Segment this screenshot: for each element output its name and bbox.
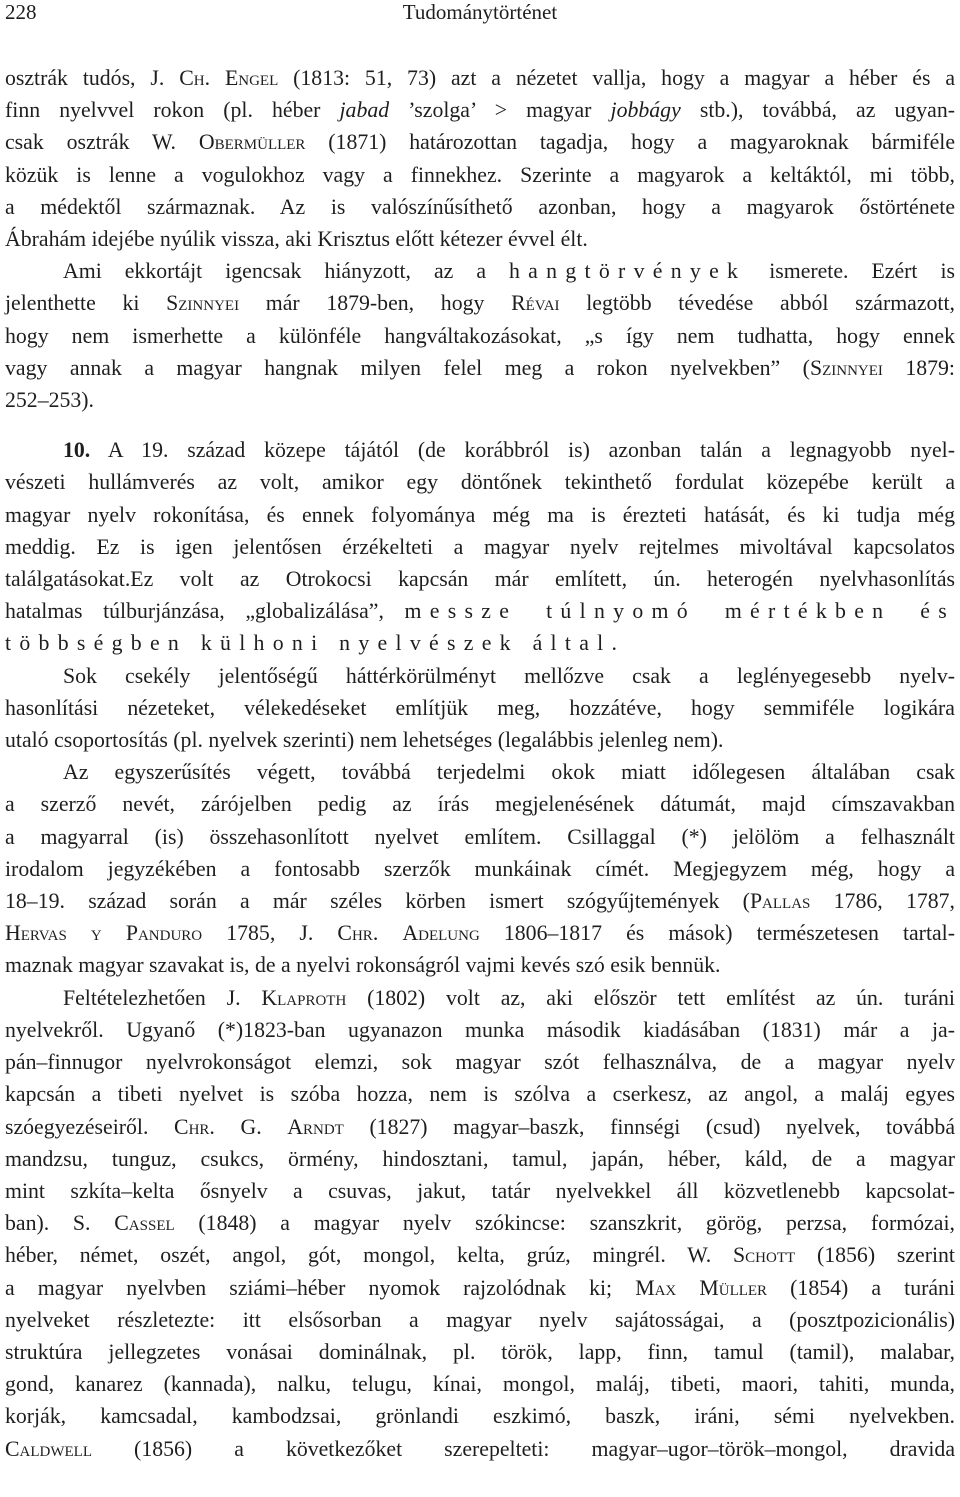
text-line (5, 660, 955, 692)
text-line (5, 1014, 955, 1046)
text-run: jobbágy (610, 98, 681, 123)
text-run: 1806–1817 és mások) természetesen tartal- (479, 921, 955, 946)
text-run: héber, német, oszét, angol, gót, mongol, kelta, grúz, mingrél. W. (5, 1243, 734, 1268)
text-run: Sok csekély jelentőségű háttérkörülményt mellőzve csak a leglényegesebb nyelv- (63, 663, 955, 688)
text-line (5, 692, 955, 724)
body-text (5, 62, 955, 1465)
text-run: mandzsu, tunguz, csukcs, örmény, hindosztani, tamul, japán, héber, káld, de a magyar (5, 1146, 955, 1171)
text-run: . (204, 66, 225, 90)
text-run: hangtörvények (509, 259, 747, 284)
text-run: korják, kamcsadal, kambodzsai, grönlandi eszkimó, baszk, iráni, sémi nyelvekben. (5, 1404, 955, 1429)
text-line (5, 1078, 955, 1110)
text-run: Adelung (402, 921, 480, 946)
text-run: utaló csoportosítás (pl. nyelvek szerinti) nem lehetséges (legalábbis jelenleg nem). (5, 728, 724, 753)
text-run: finn nyelvvel rokon (pl. héber (5, 98, 340, 123)
text-line (5, 1433, 955, 1465)
text-line (5, 1046, 955, 1078)
text-run: (1856) szerint (795, 1243, 955, 1268)
text-line (5, 384, 955, 416)
text-run: Ami ekkortájt igencsak hiányzott, az a (63, 259, 509, 284)
text-line (5, 1175, 955, 1207)
page-number: 228 (5, 0, 37, 24)
text-run: 1879: (882, 355, 955, 380)
text-line (5, 885, 955, 917)
text-line (5, 434, 955, 466)
text-line (5, 1336, 955, 1368)
text-run: Az egyszerűsítés végett, továbbá terjedelmi okok miatt időlegesen általában csak (63, 760, 955, 785)
paragraph-p3 (5, 434, 955, 659)
text-line (5, 595, 955, 627)
text-run: hatalmas túlburjánzása, „globalizálása”, (5, 599, 405, 624)
text-line (5, 1111, 955, 1143)
text-run: a magyarral (is) összehasonlított nyelvet említem. Csillaggal (*) jelölöm a felhasznált (5, 824, 955, 849)
text-line (5, 191, 955, 223)
text-line (5, 1272, 955, 1304)
text-run: vagy annak a magyar hangnak milyen felel meg a rokon nyelvekben” ( (5, 355, 810, 380)
text-run: nyelvekről. Ugyanő (*)1823-ban ugyanazon munka második kiadásában (1831) már a ja- (5, 1017, 955, 1042)
text-line (5, 917, 955, 949)
text-run: Hervas y Panduro (5, 921, 203, 946)
text-line (5, 1207, 955, 1239)
text-run: . G. (209, 1114, 288, 1139)
text-line (5, 531, 955, 563)
paragraph-p5 (5, 756, 955, 981)
text-run: maznak magyar szavakat is, de a nyelvi rokonságról vajmi kevés szó esik bennük. (5, 953, 721, 978)
text-line (5, 255, 955, 287)
text-run: Révai (511, 291, 560, 316)
text-run: Schott (733, 1243, 796, 1268)
text-line (5, 1239, 955, 1271)
page-header (0, 0, 960, 30)
text-line (5, 853, 955, 885)
text-line (5, 159, 955, 191)
text-run: (1827) magyar–baszk, finnségi (csud) nyelvek, továbbá (343, 1114, 956, 1139)
text-run: struktúra jellegzetes vonásai dominálnak, pl. török, lapp, finn, tamul (tamil), malabar, (5, 1339, 955, 1364)
text-run: ’szolga’ > magyar (389, 98, 611, 123)
paragraph-p2 (5, 255, 955, 416)
text-run: Szinnyei (809, 355, 883, 380)
text-run: 10. (63, 438, 91, 463)
paragraph-p6 (5, 982, 955, 1465)
text-run: ban). S. (5, 1211, 115, 1236)
text-line (5, 563, 955, 595)
text-run: 1786, 1787, (810, 889, 956, 914)
text-line (5, 1304, 955, 1336)
text-run: A 19. század közepe tájától (de korábbról is) azonban talán a legnagyobb nyel- (90, 438, 955, 463)
text-run: Arndt (287, 1114, 344, 1139)
text-run: jabad (339, 98, 390, 123)
text-run: szóegyezéseiről. (5, 1114, 175, 1139)
text-run: messze túlnyomó mértékben és (404, 599, 955, 624)
text-run: (1871) határozottan tagadja, hogy a magyaroknak bármiféle (305, 130, 955, 155)
text-line (5, 788, 955, 820)
text-run: (1854) a turáni (767, 1275, 955, 1300)
text-line (5, 126, 955, 158)
text-run: 252–253). (5, 388, 94, 413)
text-run: mint szkíta–kelta ősnyelv a csuvas, jakut, tatár nyelvekkel áll közvetlenebb kapcsolat- (5, 1178, 955, 1203)
text-run: hasonlítási nézeteket, vélekedéseket említjük meg, hozzátéve, hogy semmiféle logikára (5, 695, 955, 720)
text-run: . (372, 921, 403, 946)
running-title: Tudománytörténet (402, 0, 558, 24)
text-line (5, 756, 955, 788)
text-line (5, 94, 955, 126)
text-run: a médektől származnak. Az is valószínűsíthető azonban, hogy a magyarok őstörténete (5, 194, 955, 219)
text-run: (1848) a magyar nyelv szókincse: szanszkrit, görög, perzsa, formózai, (174, 1211, 955, 1236)
text-run: stb.), továbbá, az ugyan- (680, 98, 955, 123)
text-run: Cassel (114, 1211, 175, 1236)
text-line (5, 499, 955, 531)
text-run: (1802) volt az, aki először tett említést az ún. turáni (346, 985, 955, 1010)
text-run: osztrák tudós, J. (5, 66, 180, 90)
text-line (5, 982, 955, 1014)
text-run: a magyar nyelvben sziámi–héber nyomok rajzolódnak ki; (5, 1275, 636, 1300)
text-line (5, 223, 955, 255)
text-run: Max Müller (635, 1275, 768, 1300)
text-run: 1785, J. (202, 921, 338, 946)
text-run: . (611, 631, 617, 656)
text-run: irodalom jegyzékében a fontosabb szerzők munkáinak címét. Megjegyzem még, hogy a (5, 856, 955, 881)
text-run: a szerző nevét, zárójelben pedig az írás megjelenésének dátumát, majd címszavakban (5, 792, 955, 817)
text-line (5, 287, 955, 319)
text-run: meddig. Ez is igen jelentősen érzékelteti a magyar nyelv rejtelmes mivoltával kapcsolatos (5, 534, 955, 559)
text-run: (1813: 51, 73) azt a nézetet vallja, hogy a magyar a héber és a (278, 66, 956, 90)
text-run: (1856) a következőket szerepelteti: magyar–ugor–török–mongol, dravida (92, 1436, 955, 1461)
text-line (5, 352, 955, 384)
text-run: Chr (174, 1114, 210, 1139)
text-run: Feltételezhetően J. (63, 985, 262, 1010)
text-line (5, 949, 955, 981)
text-line (5, 466, 955, 498)
text-line (5, 1368, 955, 1400)
text-run: Caldwell (5, 1436, 93, 1461)
text-line (5, 320, 955, 352)
text-run: hogy nem ismerhette a különféle hangváltakozásokat, „s így nem tudhatta, hogy ennek (5, 323, 955, 348)
text-run: magyar nyelv rokonítása, és ennek folyománya még ma is érezteti hatását, és ki tudja még (5, 502, 955, 527)
text-run: vészeti hullámverés az volt, amikor egy döntőnek tekinthető fordulat közepébe került a (5, 470, 955, 495)
text-line (5, 1143, 955, 1175)
text-run: Obermüller (198, 130, 306, 155)
text-line (5, 627, 955, 659)
text-line (5, 62, 955, 94)
text-run: Ch (179, 66, 205, 90)
text-run: Szinnyei (166, 291, 240, 316)
paragraph-p1 (5, 62, 955, 255)
text-run: ismerete. Ezért is (746, 259, 955, 284)
text-line (5, 724, 955, 756)
text-run: Engel (224, 66, 279, 90)
text-run: 18–19. század során a már széles körben ismert szógyűjtemények ( (5, 889, 750, 914)
text-run: közük is lenne a vogulokhoz vagy a finnekhez. Szerinte a magyarok a keltáktól, mi több, (5, 162, 955, 187)
paragraph-p4 (5, 660, 955, 757)
text-run: legtöbb tévedése abból származott, (559, 291, 955, 316)
text-run: Pallas (749, 889, 811, 914)
text-line (5, 821, 955, 853)
text-run: pán–finnugor nyelvrokonságot elemzi, sok magyar szót felhasználva, de a magyar nyelv (5, 1050, 955, 1075)
text-run: Chr (337, 921, 373, 946)
text-line (5, 1400, 955, 1432)
text-run: Ábrahám idejébe nyúlik vissza, aki Krisztus előtt kétezer évvel élt. (5, 227, 588, 252)
text-run: gond, kanarez (kannada), nalku, telugu, kínai, mongol, maláj, tibeti, maori, tahiti, munda, (5, 1372, 955, 1397)
text-run: csak osztrák W. (5, 130, 199, 155)
text-run: kapcsán a tibeti nyelvet is szóba hozza, nem is szólva a cserkesz, az angol, a maláj egyes (5, 1082, 955, 1107)
text-run: Klaproth (261, 985, 347, 1010)
text-run: jelenthette ki (5, 291, 167, 316)
text-run: már 1879-ben, hogy (239, 291, 512, 316)
text-run: többségben külhoni nyelvészek által (5, 631, 612, 656)
text-run: találgatásokat.Ez volt az Otrokocsi kapcsán már említett, ún. heterogén nyelvhasonlítás (5, 567, 955, 592)
text-run: nyelveket részletezte: itt elsősorban a magyar nyelv sajátosságai, a (posztpozicionális) (5, 1307, 955, 1332)
